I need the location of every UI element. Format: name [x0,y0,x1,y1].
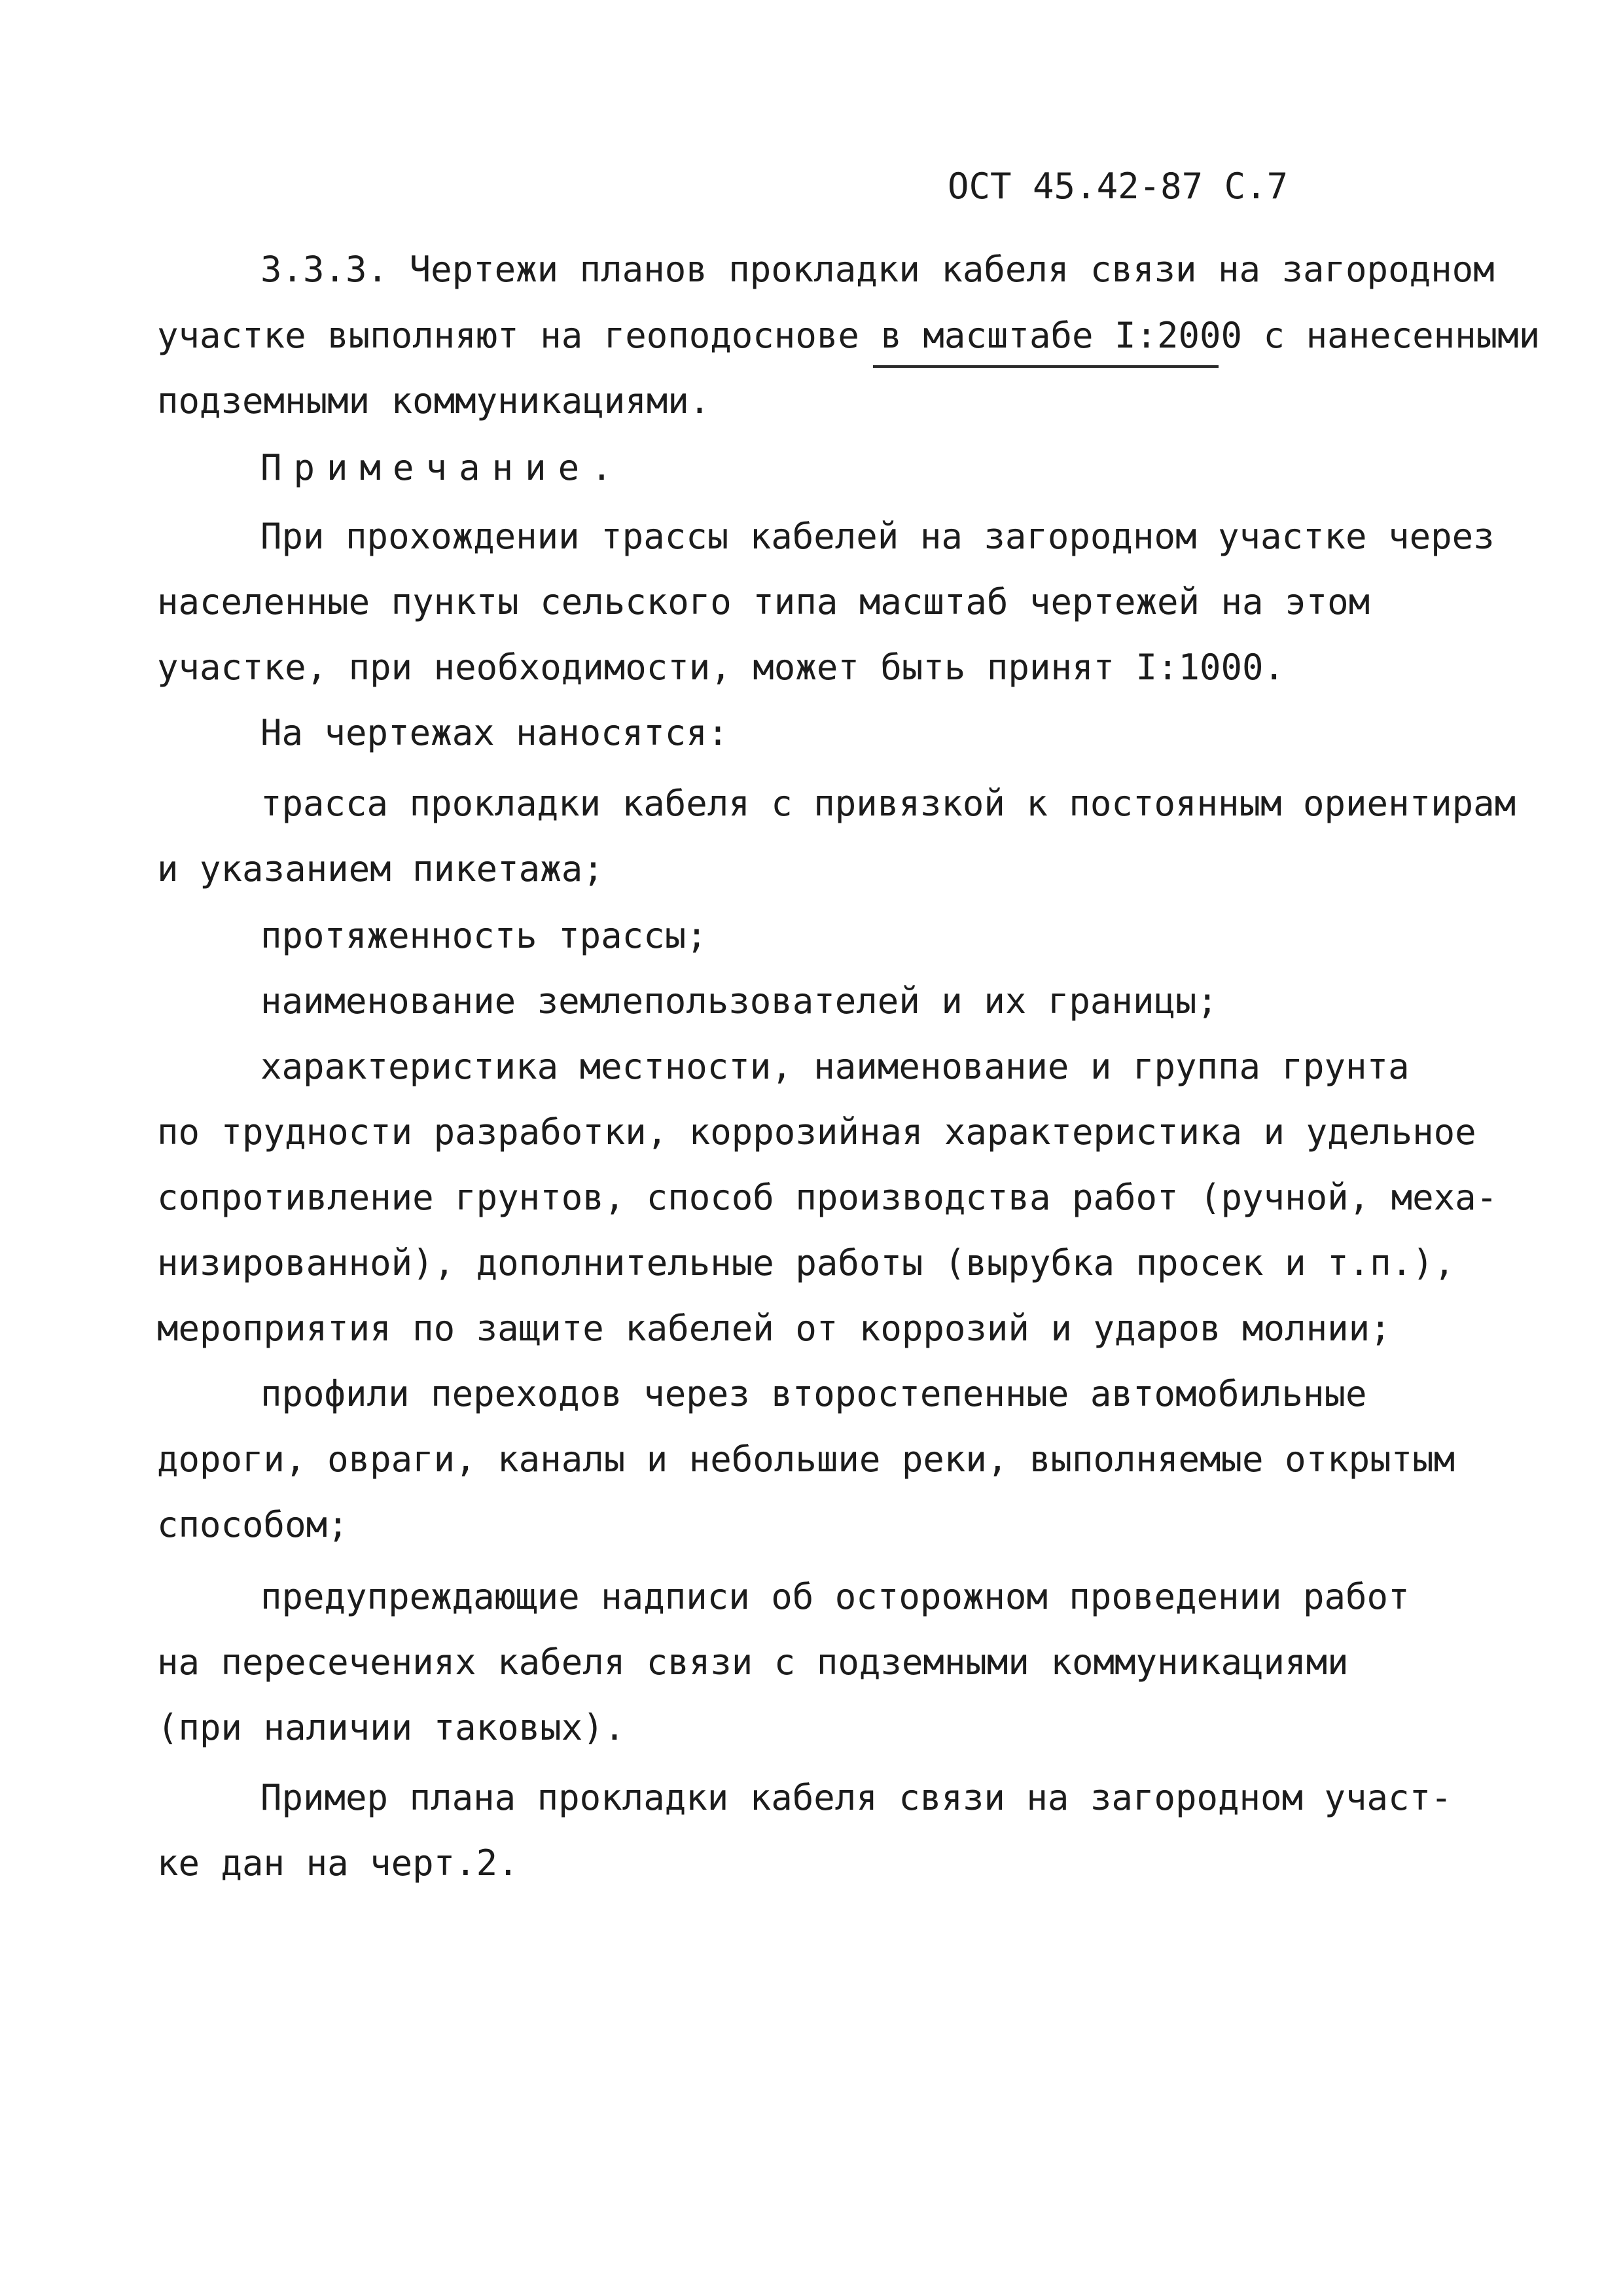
list-item-2: протяженность трассы; [260,915,707,956]
list-item-6-line-1: предупреждающие надписи об осторожном проведении работ [260,1576,1410,1617]
list-item-6-line-2: на пересечениях кабеля связи с подземными коммуникациями [157,1641,1349,1683]
list-item-5-line-2: дороги, овраги, каналы и небольшие реки, выполняемые открытым [157,1439,1455,1480]
list-item-4-line-4: низированной), дополнительные работы (вырубка просек и т.п.), [157,1242,1455,1283]
note-line-2: населенные пункты сельского типа масштаб чертежей на этом [157,581,1370,622]
list-item-4-line-5: мероприятия по защите кабелей от коррозий и ударов молнии; [157,1308,1391,1349]
list-intro: На чертежах наносятся: [260,712,729,753]
paragraph-333-line-1: 3.3.3. Чертежи планов прокладки кабеля связи на загородном [260,249,1495,290]
paragraph-333-line-3: подземными коммуникациями. [157,380,711,422]
scale-underline [873,365,1219,368]
example-line-2: ке дан на черт.2. [157,1842,519,1884]
list-item-5-line-1: профили переходов через второстепенные автомобильные [260,1373,1367,1414]
note-title: Примечание. [260,447,624,488]
note-line-3: участке, при необходимости, может быть принят I:1000. [157,647,1285,688]
list-item-4-line-3: сопротивление грунтов, способ производства работ (ручной, меха- [157,1177,1498,1218]
list-item-4-line-2: по трудности разработки, коррозийная характеристика и удельное [157,1111,1476,1153]
list-item-1-line-1: трасса прокладки кабеля с привязкой к постоянным ориентирам [260,783,1516,824]
list-item-5-line-3: способом; [157,1504,349,1545]
list-item-6-line-3: (при наличии таковых). [157,1707,626,1748]
page-header-designation: ОСТ 45.42-87 С.7 [948,166,1289,207]
list-item-1-line-2: и указанием пикетажа; [157,848,604,889]
note-line-1: При прохождении трассы кабелей на загородном участке через [260,516,1495,557]
example-line-1: Пример плана прокладки кабеля связи на загородном участ- [260,1777,1452,1818]
list-item-3: наименование землепользователей и их границы; [260,980,1218,1022]
list-item-4-line-1: характеристика местности, наименование и группа грунта [260,1046,1410,1087]
paragraph-333-line-2: участке выполняют на геоподоснове в масштабе I:2000 с нанесенными [157,315,1541,356]
